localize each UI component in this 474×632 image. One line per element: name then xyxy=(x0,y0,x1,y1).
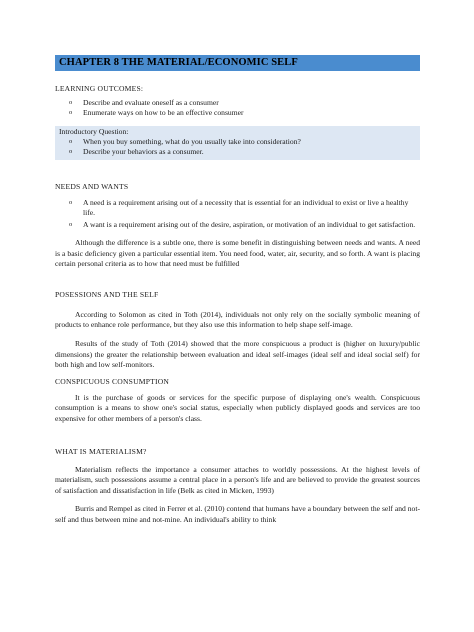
needs-wants-heading: NEEDS AND WANTS xyxy=(55,182,129,191)
bullet-icon: o xyxy=(69,99,73,106)
intro-question-list xyxy=(59,137,416,157)
possessions-heading: POSESSIONS AND THE SELF xyxy=(55,289,159,299)
possessions-paragraph-2: Results of the study of Toth (2014) showed that the more conspicuous a product is (higher on luxury/public dimensions) the greater the relationship between evaluation and ideal self-images (ideal self and ideal social self) for both high and low self-monitors. xyxy=(55,338,420,370)
bullet-icon: o xyxy=(69,199,73,206)
bullet-icon: o xyxy=(69,221,73,228)
conspicuous-paragraph: It is the purchase of goods or services for the specific purpose of displaying one's wealth. Conspicuous consumption is a means to show one's social status, especially when publicly displayed goods and services are too expensive for other members of a person's class. xyxy=(55,392,420,423)
list-item: o When you buy something, what do you usually take into consideration? xyxy=(69,137,301,146)
bullet-icon: o xyxy=(69,109,73,116)
learning-outcomes-list xyxy=(55,98,420,118)
materialism-heading: WHAT IS MATERIALISM? xyxy=(55,446,147,456)
list-item: o A need is a requirement arising out of a necessity that is essential for an individual to exist or live a healthy life. xyxy=(69,198,409,217)
chapter-title: CHAPTER 8 THE MATERIAL/ECONOMIC SELF xyxy=(55,55,420,71)
bullet-icon: o xyxy=(69,138,73,145)
conspicuous-heading: CONSPICUOUS CONSUMPTION xyxy=(55,376,170,386)
possessions-paragraph-1: According to Solomon as cited in Toth (2014), individuals not only rely on the socially symbolic meaning of products to enhance role performance, but they also use this information to help shape self-image. xyxy=(55,309,420,330)
list-item: o Enumerate ways on how to be an effective consumer xyxy=(69,108,244,117)
intro-question-heading: Introductory Question: xyxy=(59,127,129,136)
bullet-icon: o xyxy=(69,148,73,155)
materialism-paragraph-1: Materialism reflects the importance a consumer attaches to worldly possessions. At the highest levels of materialism, such possessions assume a central place in a person's life and are believed to provide the greatest sources of satisfaction and dissatisfaction in life (Belk as cited in Micken, 1993) xyxy=(55,464,420,495)
materialism-paragraph-2: Burris and Rempel as cited in Ferrer et al. (2010) contend that humans have a boundary between the self and not-self and thus between mine and not-mine. An individual's ability to think xyxy=(55,504,420,524)
learning-outcomes-heading: LEARNING OUTCOMES: xyxy=(55,84,144,93)
list-item: o Describe your behaviors as a consumer. xyxy=(69,147,204,156)
needs-wants-list xyxy=(55,198,420,230)
list-item: o A want is a requirement arising out of the desire, aspiration, or motivation of an individual to get satisfaction. xyxy=(69,220,416,229)
intro-question-box xyxy=(55,126,420,160)
list-item: o Describe and evaluate oneself as a consumer xyxy=(69,98,219,107)
needs-wants-paragraph: Although the difference is a subtle one, there is some benefit in distinguishing between needs and wants. A need is a basic deficiency given a particular essential item. You need food, water, air, security, and so forth. A want is placing certain personal criteria as to how that need must be fulfilled xyxy=(55,238,420,269)
